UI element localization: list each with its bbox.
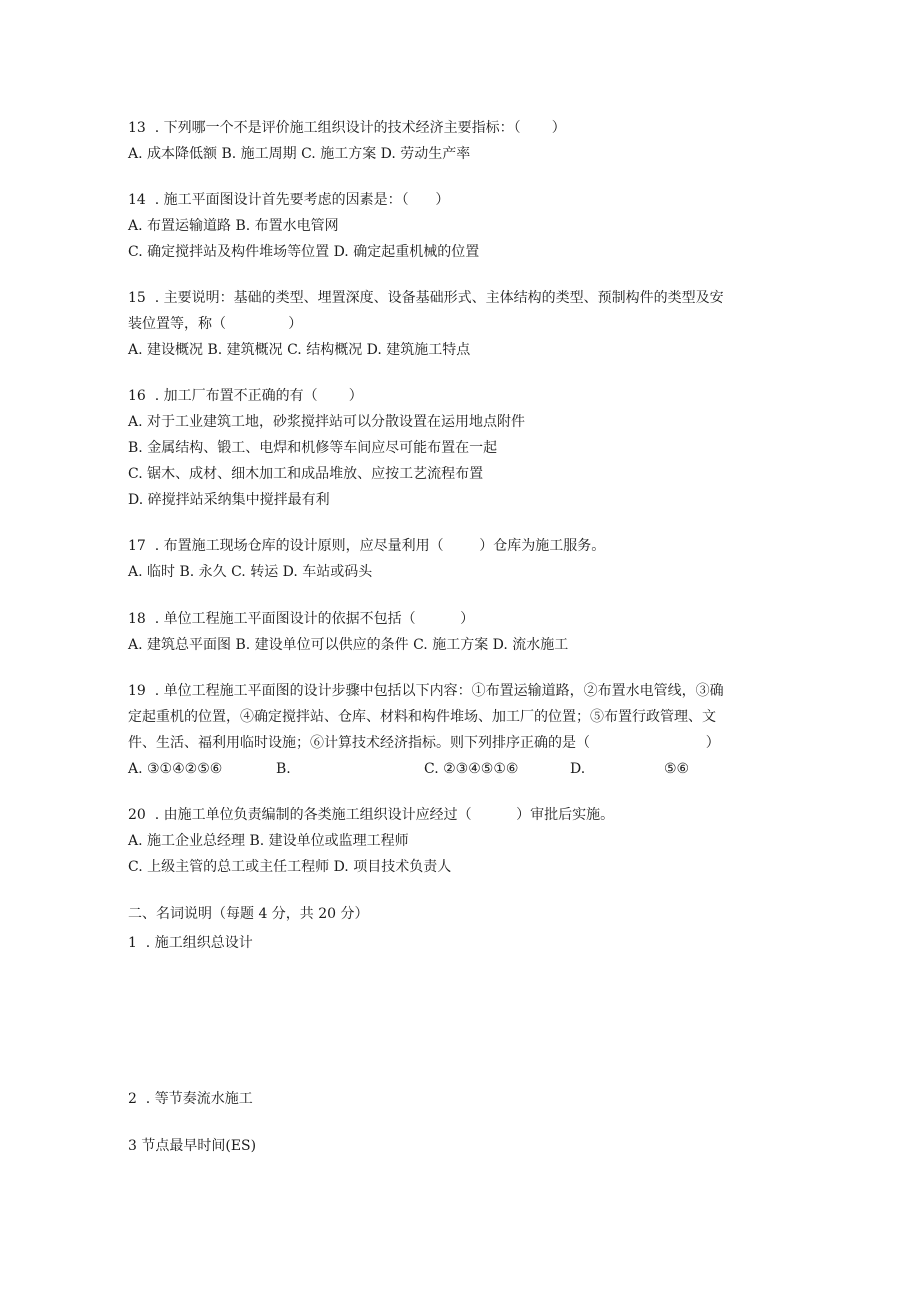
question-14-options-2: C. 确定搅拌站及构件堆场等位置 D. 确定起重机械的位置 xyxy=(128,244,480,260)
question-15-stem-2: 装位置等，称（ ） xyxy=(128,316,303,332)
question-16-option-a: A. 对于工业建筑工地，砂浆搅拌站可以分散设置在运用地点附件 xyxy=(128,414,526,430)
question-19-stem-1: 19 . 单位工程施工平面图的设计步骤中包括以下内容：①布置运输道路，②布置水电管线，③确 xyxy=(128,683,724,699)
term-1: 1 . 施工组织总设计 xyxy=(128,935,253,951)
question-19-stem-3: 件、生活、福利用临时设施；⑥计算技术经济指标。则下列排序正确的是（ ） xyxy=(128,735,720,751)
question-20-options-2: C. 上级主管的总工或主任工程师 D. 项目技术负责人 xyxy=(128,859,452,875)
question-20-stem: 20 . 由施工单位负责编制的各类施工组织设计应经过（ ）审批后实施。 xyxy=(128,807,615,823)
question-16-option-c: C. 锯木、成材、细木加工和成品堆放、应按工艺流程布置 xyxy=(128,466,484,482)
question-14-options-1: A. 布置运输道路 B. 布置水电管网 xyxy=(128,218,339,234)
question-19-option-d: D. xyxy=(570,761,586,777)
section-2-heading: 二、名词说明（每题 4 分，共 20 分） xyxy=(128,906,369,922)
question-14-stem: 14 . 施工平面图设计首先要考虑的因素是：（ ） xyxy=(128,192,450,208)
question-19-option-c: C. ②③④⑤①⑥ xyxy=(424,761,519,777)
question-15-options: A. 建设概况 B. 建筑概况 C. 结构概况 D. 建筑施工特点 xyxy=(128,342,471,358)
question-19-option-b: B. xyxy=(276,761,291,777)
question-19-options xyxy=(128,760,778,778)
question-15-stem-1: 15 . 主要说明：基础的类型、埋置深度、设备基础形式、主体结构的类型、预制构件的类型及安 xyxy=(128,290,724,306)
question-16-option-b: B. 金属结构、锻工、电焊和机修等车间应尽可能布置在一起 xyxy=(128,440,498,456)
question-20-options-1: A. 施工企业总经理 B. 建设单位或监理工程师 xyxy=(128,833,409,849)
term-2: 2 . 等节奏流水施工 xyxy=(128,1091,253,1107)
question-19-stem-2: 定起重机的位置，④确定搅拌站、仓库、材料和构件堆场、加工厂的位置；⑤布置行政管理、文 xyxy=(128,709,716,725)
question-17-options: A. 临时 B. 永久 C. 转运 D. 车站或码头 xyxy=(128,564,373,580)
question-18-stem: 18 . 单位工程施工平面图设计的依据不包括（ ） xyxy=(128,611,475,627)
term-3: 3 节点最早时间(ES) xyxy=(128,1138,257,1154)
question-13-options: A. 成本降低额 B. 施工周期 C. 施工方案 D. 劳动生产率 xyxy=(128,146,471,162)
question-16-stem: 16 . 加工厂布置不正确的有（ ） xyxy=(128,388,363,404)
question-13-stem: 13 . 下列哪一个不是评价施工组织设计的技术经济主要指标：（ ） xyxy=(128,120,566,136)
question-19-option-d-fragment: ⑤⑥ xyxy=(664,761,690,777)
question-19-option-a: A. ③①④②⑤⑥ xyxy=(128,761,223,777)
question-16-option-d: D. 碎搅拌站采纳集中搅拌最有利 xyxy=(128,492,330,508)
question-17-stem: 17 . 布置施工现场仓库的设计原则，应尽量利用（ ）仓库为施工服务。 xyxy=(128,538,606,554)
question-18-options: A. 建筑总平面图 B. 建设单位可以供应的条件 C. 施工方案 D. 流水施工 xyxy=(128,637,569,653)
